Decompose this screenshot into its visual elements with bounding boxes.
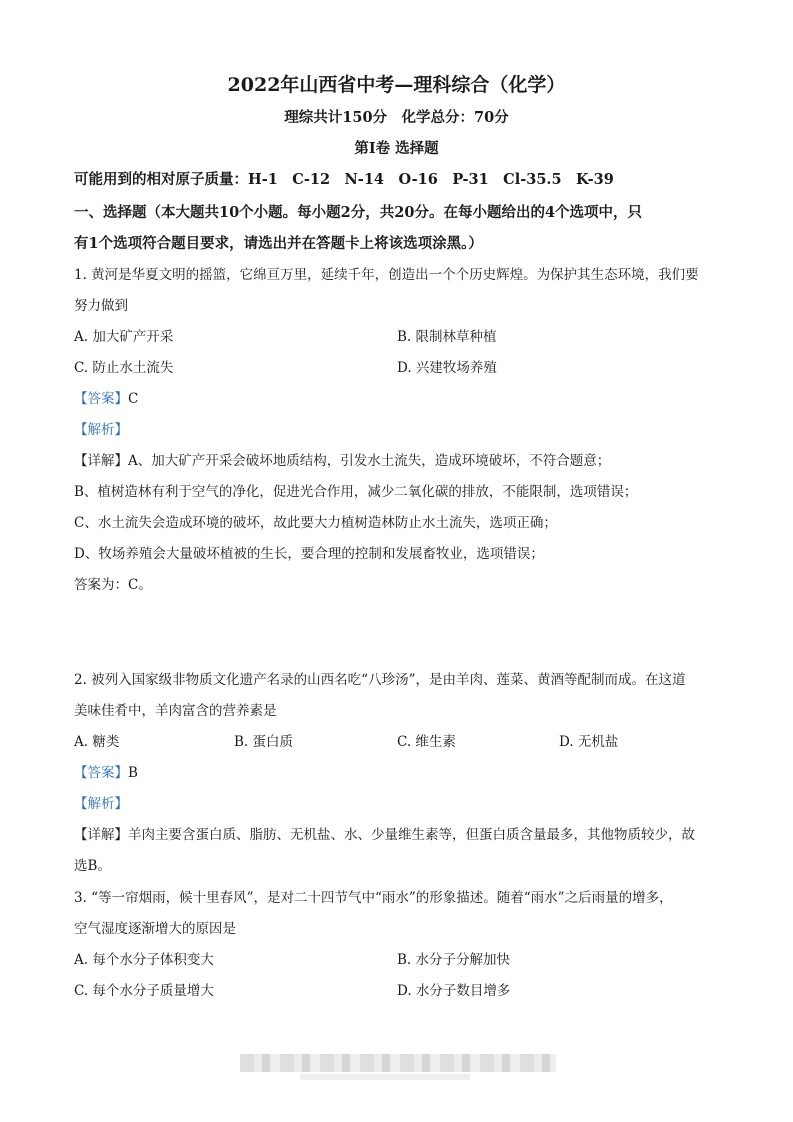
q1-stem-line1: 1. 黄河是华夏文明的摇篮，它绵亘万里，延续千年，创造出一个个历史辉煌。为保护其生态环境，我们要 xyxy=(74,267,699,283)
q2-option-d: D. 无机盐 xyxy=(559,734,619,750)
q3-stem-line2: 空气湿度逐渐增大的原因是 xyxy=(74,921,236,937)
answer-tag: 【答案】 xyxy=(74,391,128,407)
q2-option-a: A. 糖类 xyxy=(74,734,120,750)
q2-answer xyxy=(74,763,138,783)
q1-detail-b: B、植树造林有利于空气的净化，促进光合作用，减少二氧化碳的排放，不能限制，选项错误； xyxy=(74,484,638,500)
detail-tag: 【详解】 xyxy=(74,453,128,469)
q3-option-b: B. 水分子分解加快 xyxy=(397,952,511,968)
q1-option-b: B. 限制林草种植 xyxy=(397,329,497,345)
q2-detail-line2: 选B。 xyxy=(74,858,111,874)
q1-option-d: D. 兴建牧场养殖 xyxy=(397,360,497,376)
page-title: 2022年山西省中考—理科综合（化学） xyxy=(227,74,566,96)
q1-stem-line2: 努力做到 xyxy=(74,298,128,314)
q2-option-c: C. 维生素 xyxy=(397,734,456,750)
q2-detail-text: 羊肉主要含蛋白质、脂肪、无机盐、水、少量维生素等，但蛋白质含量最多，其他物质较少，故 xyxy=(128,827,695,843)
q1-detail-a: A、加大矿产开采会破坏地质结构，引发水土流失，造成环境破坏，不符合题意； xyxy=(128,453,611,469)
q3-option-d: D. 水分子数目增多 xyxy=(397,983,511,999)
q3-stem-line1: 3. “等一帘烟雨，候十里春风”，是对二十四节气中“雨水”的形象描述。随着“雨水”之后雨量的增多， xyxy=(74,890,673,906)
q1-detail-d: D、牧场养殖会大量破坏植被的生长，要合理的控制和发展畜牧业，选项错误； xyxy=(74,546,544,562)
score-line: 理综共计150分 化学总分：70分 xyxy=(284,109,509,126)
q2-answer-value: B xyxy=(128,765,138,781)
q2-option-b: B. 蛋白质 xyxy=(234,734,294,750)
blurred-watermark-line xyxy=(300,1074,470,1080)
answer-tag: 【答案】 xyxy=(74,765,128,781)
section-heading-line2: 有1个选项符合题目要求，请选出并在答题卡上将该选项涂黑。） xyxy=(74,235,483,252)
q3-option-c: C. 每个水分子质量增大 xyxy=(74,983,214,999)
detail-tag: 【详解】 xyxy=(74,827,128,843)
q1-analysis-tag: 【解析】 xyxy=(74,422,128,438)
q1-answer xyxy=(74,389,138,409)
q2-stem-line2: 美味佳肴中，羊肉富含的营养素是 xyxy=(74,703,277,719)
section-heading-line1: 一、选择题（本大题共10个小题。每小题2分，共20分。在每小题给出的4个选项中，只 xyxy=(74,204,643,221)
q2-analysis-tag: 【解析】 xyxy=(74,796,128,812)
volume-heading: 第Ⅰ卷 选择题 xyxy=(354,140,439,157)
q1-option-c: C. 防止水土流失 xyxy=(74,360,174,376)
atomic-masses: 可能用到的相对原子质量：H-1 C-12 N-14 O-16 P-31 Cl-35.5 K-39 xyxy=(74,171,614,188)
q1-conclusion: 答案为：C。 xyxy=(74,577,152,593)
q2-stem-line1: 2. 被列入国家级非物质文化遗产名录的山西名吃“八珍汤”，是由羊肉、莲菜、黄酒等配制而成。在这道 xyxy=(74,672,686,688)
q1-option-a: A. 加大矿产开采 xyxy=(74,329,174,345)
blurred-watermark xyxy=(240,1054,556,1072)
q1-detail-c: C、水土流失会造成环境的破坏，故此要大力植树造林防止水土流失，选项正确； xyxy=(74,515,557,531)
q1-detail-line1 xyxy=(74,451,610,471)
q1-answer-value: C xyxy=(128,391,139,407)
q3-option-a: A. 每个水分子体积变大 xyxy=(74,952,214,968)
q2-detail-line1 xyxy=(74,825,695,845)
